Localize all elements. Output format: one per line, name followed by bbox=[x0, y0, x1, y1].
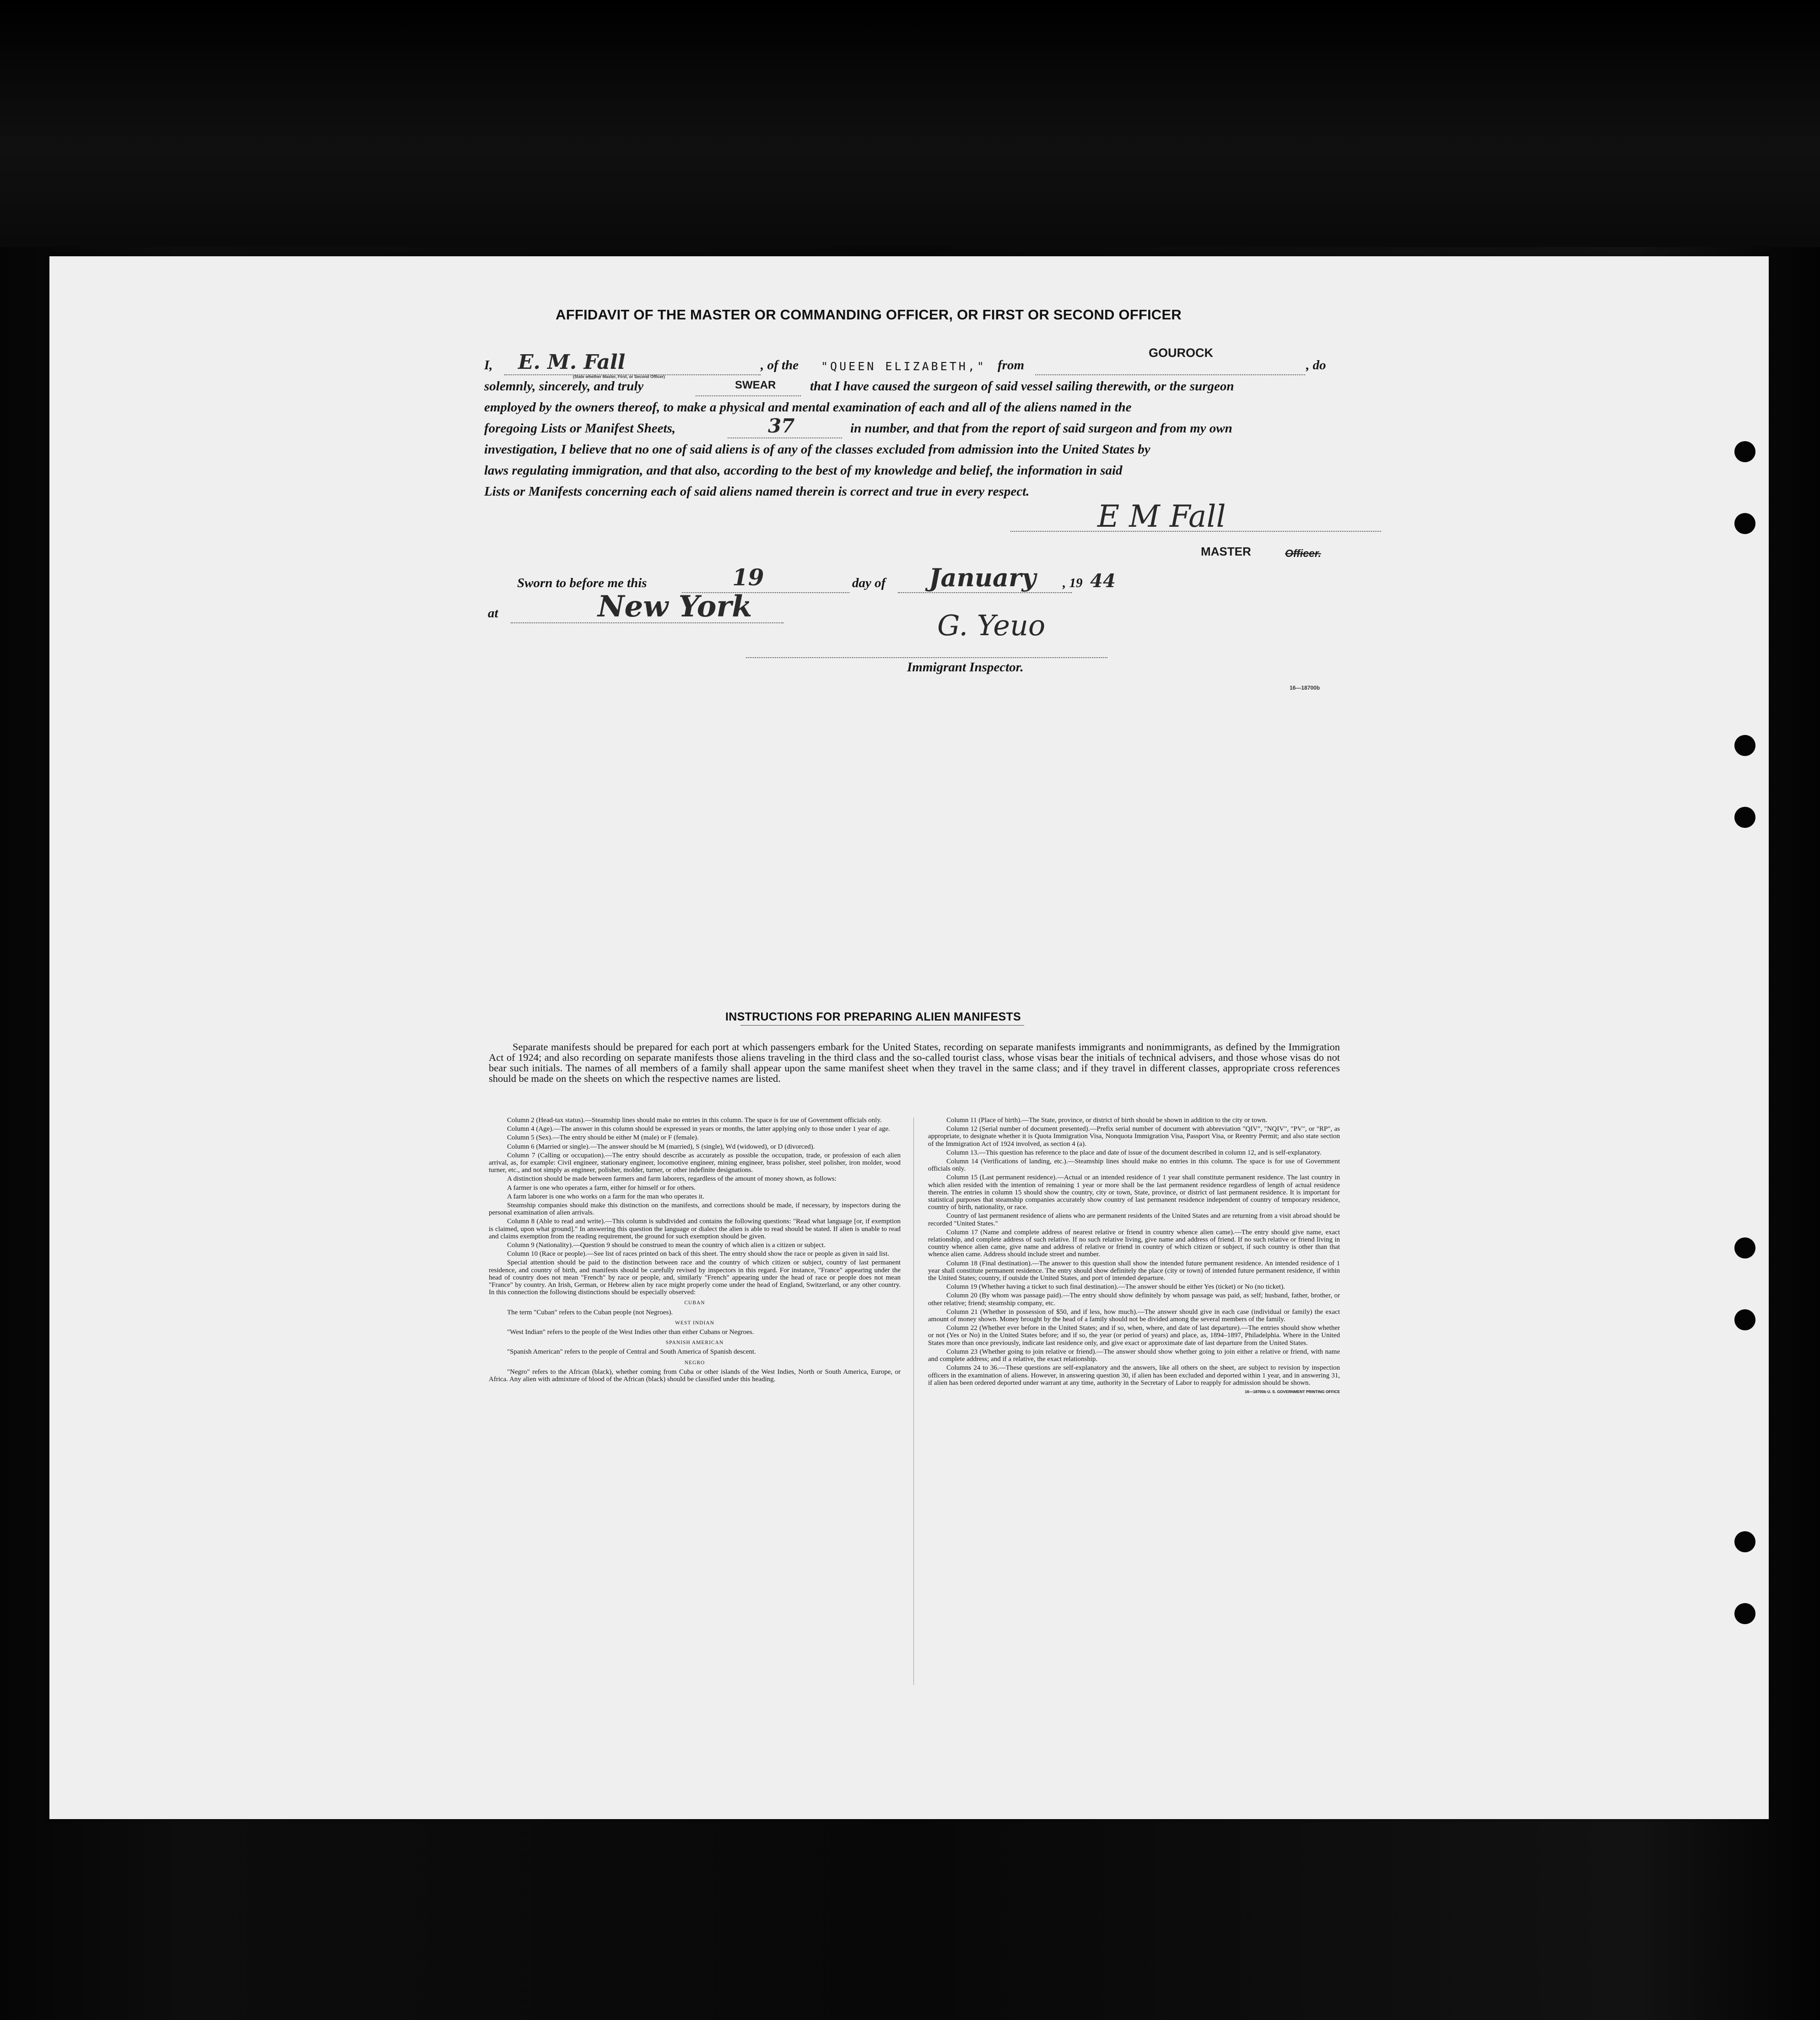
instruction-paragraph: Columns 24 to 36.—These questions are self-explanatory and the answers, like all others on the sheet, are subject to revision by inspection officers in the examination of aliens. However, in answering question 30, if alien has been excluded and deported within 1 year, and in answering 31, if alien has been ordered deported under warrant at any time, authority in the Secretary of Labor to reapply for admission should be shown. bbox=[928, 1364, 1340, 1387]
instruction-paragraph: Column 20 (By whom was passage paid).—The entry should show definitely by whom passage was paid, as self; husband, father, brother, or other relative; friend; steamship company, etc. bbox=[928, 1292, 1340, 1307]
instruction-paragraph: Column 22 (Whether ever before in the United States; and if so, when, where, and date of last departure).—The entries should show whether or not (Yes or No) in the United States before; and if so, the year (or period of years) and place, as, 1894–1897, Philadelphia. Where in the United States more than once previously, indicate last residence only, and give exact or approximate date of last departure from the United States. bbox=[928, 1324, 1340, 1347]
manifest-sheet bbox=[49, 256, 1769, 1819]
affidavit-line bbox=[484, 484, 1390, 505]
affidavit-text: employed by the owners thereof, to make a physical and mental examination of each and all of the aliens named in the bbox=[484, 400, 1132, 415]
instruction-paragraph: Column 9 (Nationality).—Question 9 should be construed to mean the country of which alien is a citizen or subject. bbox=[507, 1242, 826, 1249]
instruction-paragraph: Column 21 (Whether in possession of $50, and if less, how much).—The answer should give in each case (individual or family) the exact amount of money shown. Money brought by the head of a family should not be divided among the several members of the family. bbox=[928, 1308, 1340, 1323]
punch-hole bbox=[1734, 735, 1755, 756]
instruction-paragraph: "Negro" refers to the African (black), whether coming from Cuba or other islands of the West Indies, North or South America, Europe, or Africa. Any alien with admixture of blood of the African (black) should be classified under this heading. bbox=[489, 1368, 901, 1383]
instruction-paragraph: Column 15 (Last permanent residence).—Actual or an intended residence of 1 year shall constitute permanent residence. The last country in which alien resided with the intention of remaining 1 year or more shall be the last permanent residence regardless of length of actual residence therein. The entries in column 15 should show the country, city or town, State, province, or district of last permanent residence. It is important for statistical purposes that steamship companies accurately show country of last permanent residence independent of country of temporary residence, country of birth, nationality, or race. bbox=[928, 1174, 1340, 1211]
instruction-paragraph: Column 12 (Serial number of document presented).—Prefix serial number of document with abbreviation "QIV", "NQIV", "PV", or "RP", as appropriate, to designate whether it is Quota Immigration Visa, Nonquota Immigration Visa, Passport Visa, or Reentry Permit; and also state section of the Immigration Act of 1924 involved, as section 4 (a). bbox=[928, 1125, 1340, 1148]
ship-name: "QUEEN ELIZABETH," bbox=[821, 360, 986, 373]
punch-hole bbox=[1734, 807, 1755, 828]
column-divider bbox=[913, 1118, 914, 1685]
punch-hole bbox=[1734, 1237, 1755, 1258]
instruction-paragraph: Column 19 (Whether having a ticket to such final destination).—The answer should be either Yes (ticket) or No (no ticket). bbox=[946, 1283, 1285, 1291]
instruction-paragraph: The term "Cuban" refers to the Cuban people (not Negroes). bbox=[507, 1308, 673, 1316]
instruction-paragraph: Column 13.—This question has reference to the place and date of issue of the document described in column 12, and is self-explanatory. bbox=[946, 1149, 1322, 1156]
punch-hole bbox=[1734, 513, 1755, 534]
affidavit-text: in number, and that from the report of said surgeon and from my own bbox=[850, 421, 1232, 436]
affidavit-line bbox=[484, 463, 1390, 484]
instruction-paragraph: Country of last permanent residence of aliens who are permanent residents of the United States and are returning from a visit abroad should be recorded "United States." bbox=[928, 1212, 1340, 1227]
inspector-line bbox=[746, 657, 1107, 658]
instruction-paragraph: Steamship companies should make this distinction on the manifests, and corrections should be made, if necessary, by inspectors during the personal examination of alien arrivals. bbox=[489, 1202, 901, 1217]
of-the-label: , of the bbox=[761, 358, 799, 373]
instruction-paragraph: A farm laborer is one who works on a farm for the man who operates it. bbox=[507, 1193, 704, 1200]
place-handwritten: New York bbox=[598, 589, 752, 624]
affidavit-line-count bbox=[484, 415, 1390, 442]
officer-name-handwritten: E. M. Fall bbox=[518, 351, 626, 374]
port-blank bbox=[1035, 358, 1305, 375]
instruction-paragraph: "West Indian" refers to the people of the West Indies other than either Cubans or Negroes. bbox=[507, 1329, 754, 1336]
affidavit-lead: I, bbox=[484, 358, 493, 373]
inspector-label: Immigrant Inspector. bbox=[907, 660, 1024, 675]
count-handwritten: 37 bbox=[768, 415, 795, 437]
punch-hole bbox=[1734, 1309, 1755, 1330]
do-label: , do bbox=[1306, 358, 1326, 373]
sworn-text: Sworn to before me this bbox=[517, 576, 647, 590]
affidavit-title: AFFIDAVIT OF THE MASTER OR COMMANDING OFFICER, OR FIRST OR SECOND OFFICER bbox=[556, 307, 1182, 323]
instruction-paragraph: Column 18 (Final destination).—The answer to this question shall show the intended future permanent residence. An intended residence of 1 year shall constitute permanent residence. The entry should show definitely the place (city or town) of intended future permanent residence, if within the United States; country, if outside the United States, and port of intended departure. bbox=[928, 1259, 1340, 1282]
affidavit-line-swear bbox=[484, 379, 1390, 400]
affidavit-text: foregoing Lists or Manifest Sheets, bbox=[484, 421, 676, 436]
section-heading: SPANISH AMERICAN bbox=[665, 1340, 724, 1346]
affidavit-text: solemnly, sincerely, and truly bbox=[484, 379, 644, 394]
instructions-intro: Separate manifests should be prepared for each port at which passengers embark for the United States, recording on separate manifests immigrants and nonimmigrants, as defined by the Immigration Act of 1924; and also recording on separate manifests those aliens traveling in the third class and the so-called tourist class, whose visas bear the initials of technical advisers, and those whose visas do not bear such initials. The names of all members of a family shall appear upon the same manifest sheet when they travel in the same class; and if they travel in different classes, appropriate cross references should be made on the sheets on which the respective names are listed. bbox=[489, 1041, 1340, 1084]
instruction-paragraph: Column 5 (Sex).—The entry should be either M (male) or F (female). bbox=[507, 1134, 699, 1142]
master-stamp: MASTER bbox=[1201, 545, 1251, 558]
officer-struck: Officer. bbox=[1285, 547, 1321, 559]
affidavit-text: investigation, I believe that no one of said aliens is of any of the classes excluded from admission into the United States by bbox=[484, 442, 1150, 457]
instruction-paragraph: Column 23 (Whether going to join relative or friend).—The answer should show whether going to join either a relative or friend, with name and complete address; and if a relative, the exact relationship. bbox=[928, 1348, 1340, 1363]
instruction-paragraph: Column 11 (Place of birth).—The State, province, or district of birth should be shown in addition to the city or town. bbox=[946, 1117, 1267, 1124]
affidavit-text: laws regulating immigration, and that also, according to the best of my knowledge and belief, the information in said bbox=[484, 463, 1123, 478]
punch-hole bbox=[1734, 441, 1755, 462]
section-heading: WEST INDIAN bbox=[675, 1320, 714, 1326]
instructions-right-column bbox=[928, 1117, 1340, 1397]
instruction-paragraph: Column 17 (Name and complete address of nearest relative or friend in country whence alien came).—The entry should give name, exact relationship, and complete address of such relative. If no such relative living, give name and address of friend. If no such relative or friend living in country whence alien came, give name and address of relative or friend in country of which citizen or subject, if such country is other than that whence alien came. Address should include street and number. bbox=[928, 1228, 1340, 1258]
microfilm-top-band bbox=[0, 0, 1820, 247]
from-label: from bbox=[998, 358, 1024, 373]
punch-hole bbox=[1734, 1531, 1755, 1552]
instruction-paragraph: Column 2 (Head-tax status).—Steamship lines should make no entries in this column. The space is for use of Government officials only. bbox=[507, 1117, 882, 1124]
instruction-paragraph: Column 6 (Married or single).—The answer should be M (married), S (single), Wd (widowed), or D (divorced). bbox=[507, 1143, 815, 1150]
instruction-paragraph: Column 7 (Calling or occupation).—The entry should describe as accurately as possible the occupation, trade, or profession of each alien arrival, as, for example: Civil engineer, stationary engineer, locomotive engineer, mining engineer, brass polisher, steel polisher, iron molder, wood turner, etc., and not simply as engineer, polisher, molder, turner, or other indefinite designations. bbox=[489, 1151, 901, 1174]
section-heading: NEGRO bbox=[684, 1360, 705, 1366]
oath-stamp: SWEAR bbox=[735, 379, 776, 391]
instruction-paragraph: A farmer is one who operates a farm, either for himself or for others. bbox=[507, 1184, 696, 1192]
affidavit-line bbox=[484, 400, 1390, 421]
instruction-paragraph: Column 4 (Age).—The answer in this column should be expressed in years or months, the latter applying only to those under 1 year of age. bbox=[507, 1125, 890, 1133]
day-handwritten: 19 bbox=[732, 564, 764, 591]
year-printed: , 19 bbox=[1063, 576, 1083, 590]
affidavit-text: Lists or Manifests concerning each of said aliens named therein is correct and true in every respect. bbox=[484, 484, 1030, 499]
instructions-left-column bbox=[489, 1117, 901, 1384]
rank-note: (State whether Master, First, or Second Officer) bbox=[573, 374, 665, 379]
affidavit-line bbox=[484, 442, 1390, 463]
instruction-paragraph: A distinction should be made between farmers and farm laborers, regardless of the amount of money shown, as follows: bbox=[507, 1175, 837, 1183]
instructions-title: INSTRUCTIONS FOR PREPARING ALIEN MANIFESTS bbox=[725, 1010, 1021, 1023]
inspector-signature: G. Yeuo bbox=[937, 609, 1046, 642]
form-number: 16—18700b bbox=[1290, 685, 1320, 691]
instruction-paragraph: Special attention should be paid to the distinction between race and the country of which citizen or subject, country of last permanent residence, and country of birth, and manifests should be carefully revised by inspectors in this regard. For instance, "France" appearing under the head of country does not mean "French" by race or people, and, similarly "French" appearing under the head of race or people does not mean "France" by country. An Irish, German, or Hebrew alien by race might properly come under the head of England, Switzerland, or any other country. In this connection the following distinctions should be especially observed: bbox=[489, 1259, 901, 1296]
signature-line bbox=[1010, 531, 1381, 532]
at-label: at bbox=[488, 606, 498, 621]
affidavit-line-officer bbox=[484, 346, 1390, 379]
instruction-paragraph: Column 8 (Able to read and write).—This column is subdivided and contains the following questions: "Read what language [or, if exemption is claimed, upon what ground]." In answering this question the language or dialect the alien is able to read should be stated. If alien is unable to read and claims exemption from the reading requirement, the ground for such exemption should be given. bbox=[489, 1218, 901, 1240]
instruction-paragraph: Column 14 (Verifications of landing, etc.).—Steamship lines should make no entries in this column. The space is for use of Government officials only. bbox=[928, 1158, 1340, 1173]
sworn-text: day of bbox=[852, 576, 886, 590]
affidavit-text: that I have caused the surgeon of said vessel sailing therewith, or the surgeon bbox=[810, 379, 1234, 394]
month-handwritten: January bbox=[929, 563, 1036, 592]
section-heading: CUBAN bbox=[684, 1300, 705, 1306]
master-signature: E M Fall bbox=[1097, 499, 1226, 534]
instruction-paragraph: "Spanish American" refers to the people of Central and South America of Spanish descent. bbox=[507, 1348, 756, 1356]
year-handwritten: 44 bbox=[1090, 570, 1116, 592]
punch-hole bbox=[1734, 1603, 1755, 1624]
printing-office-footer: 16—18700b U. S. GOVERNMENT PRINTING OFFICE bbox=[1245, 1389, 1340, 1394]
port-stamp: GOUROCK bbox=[1149, 346, 1213, 360]
instruction-paragraph: Column 10 (Race or people).—See list of races printed on back of this sheet. The entry should show the race or people as given in said list. bbox=[507, 1250, 889, 1258]
title-rule bbox=[740, 1025, 1024, 1026]
